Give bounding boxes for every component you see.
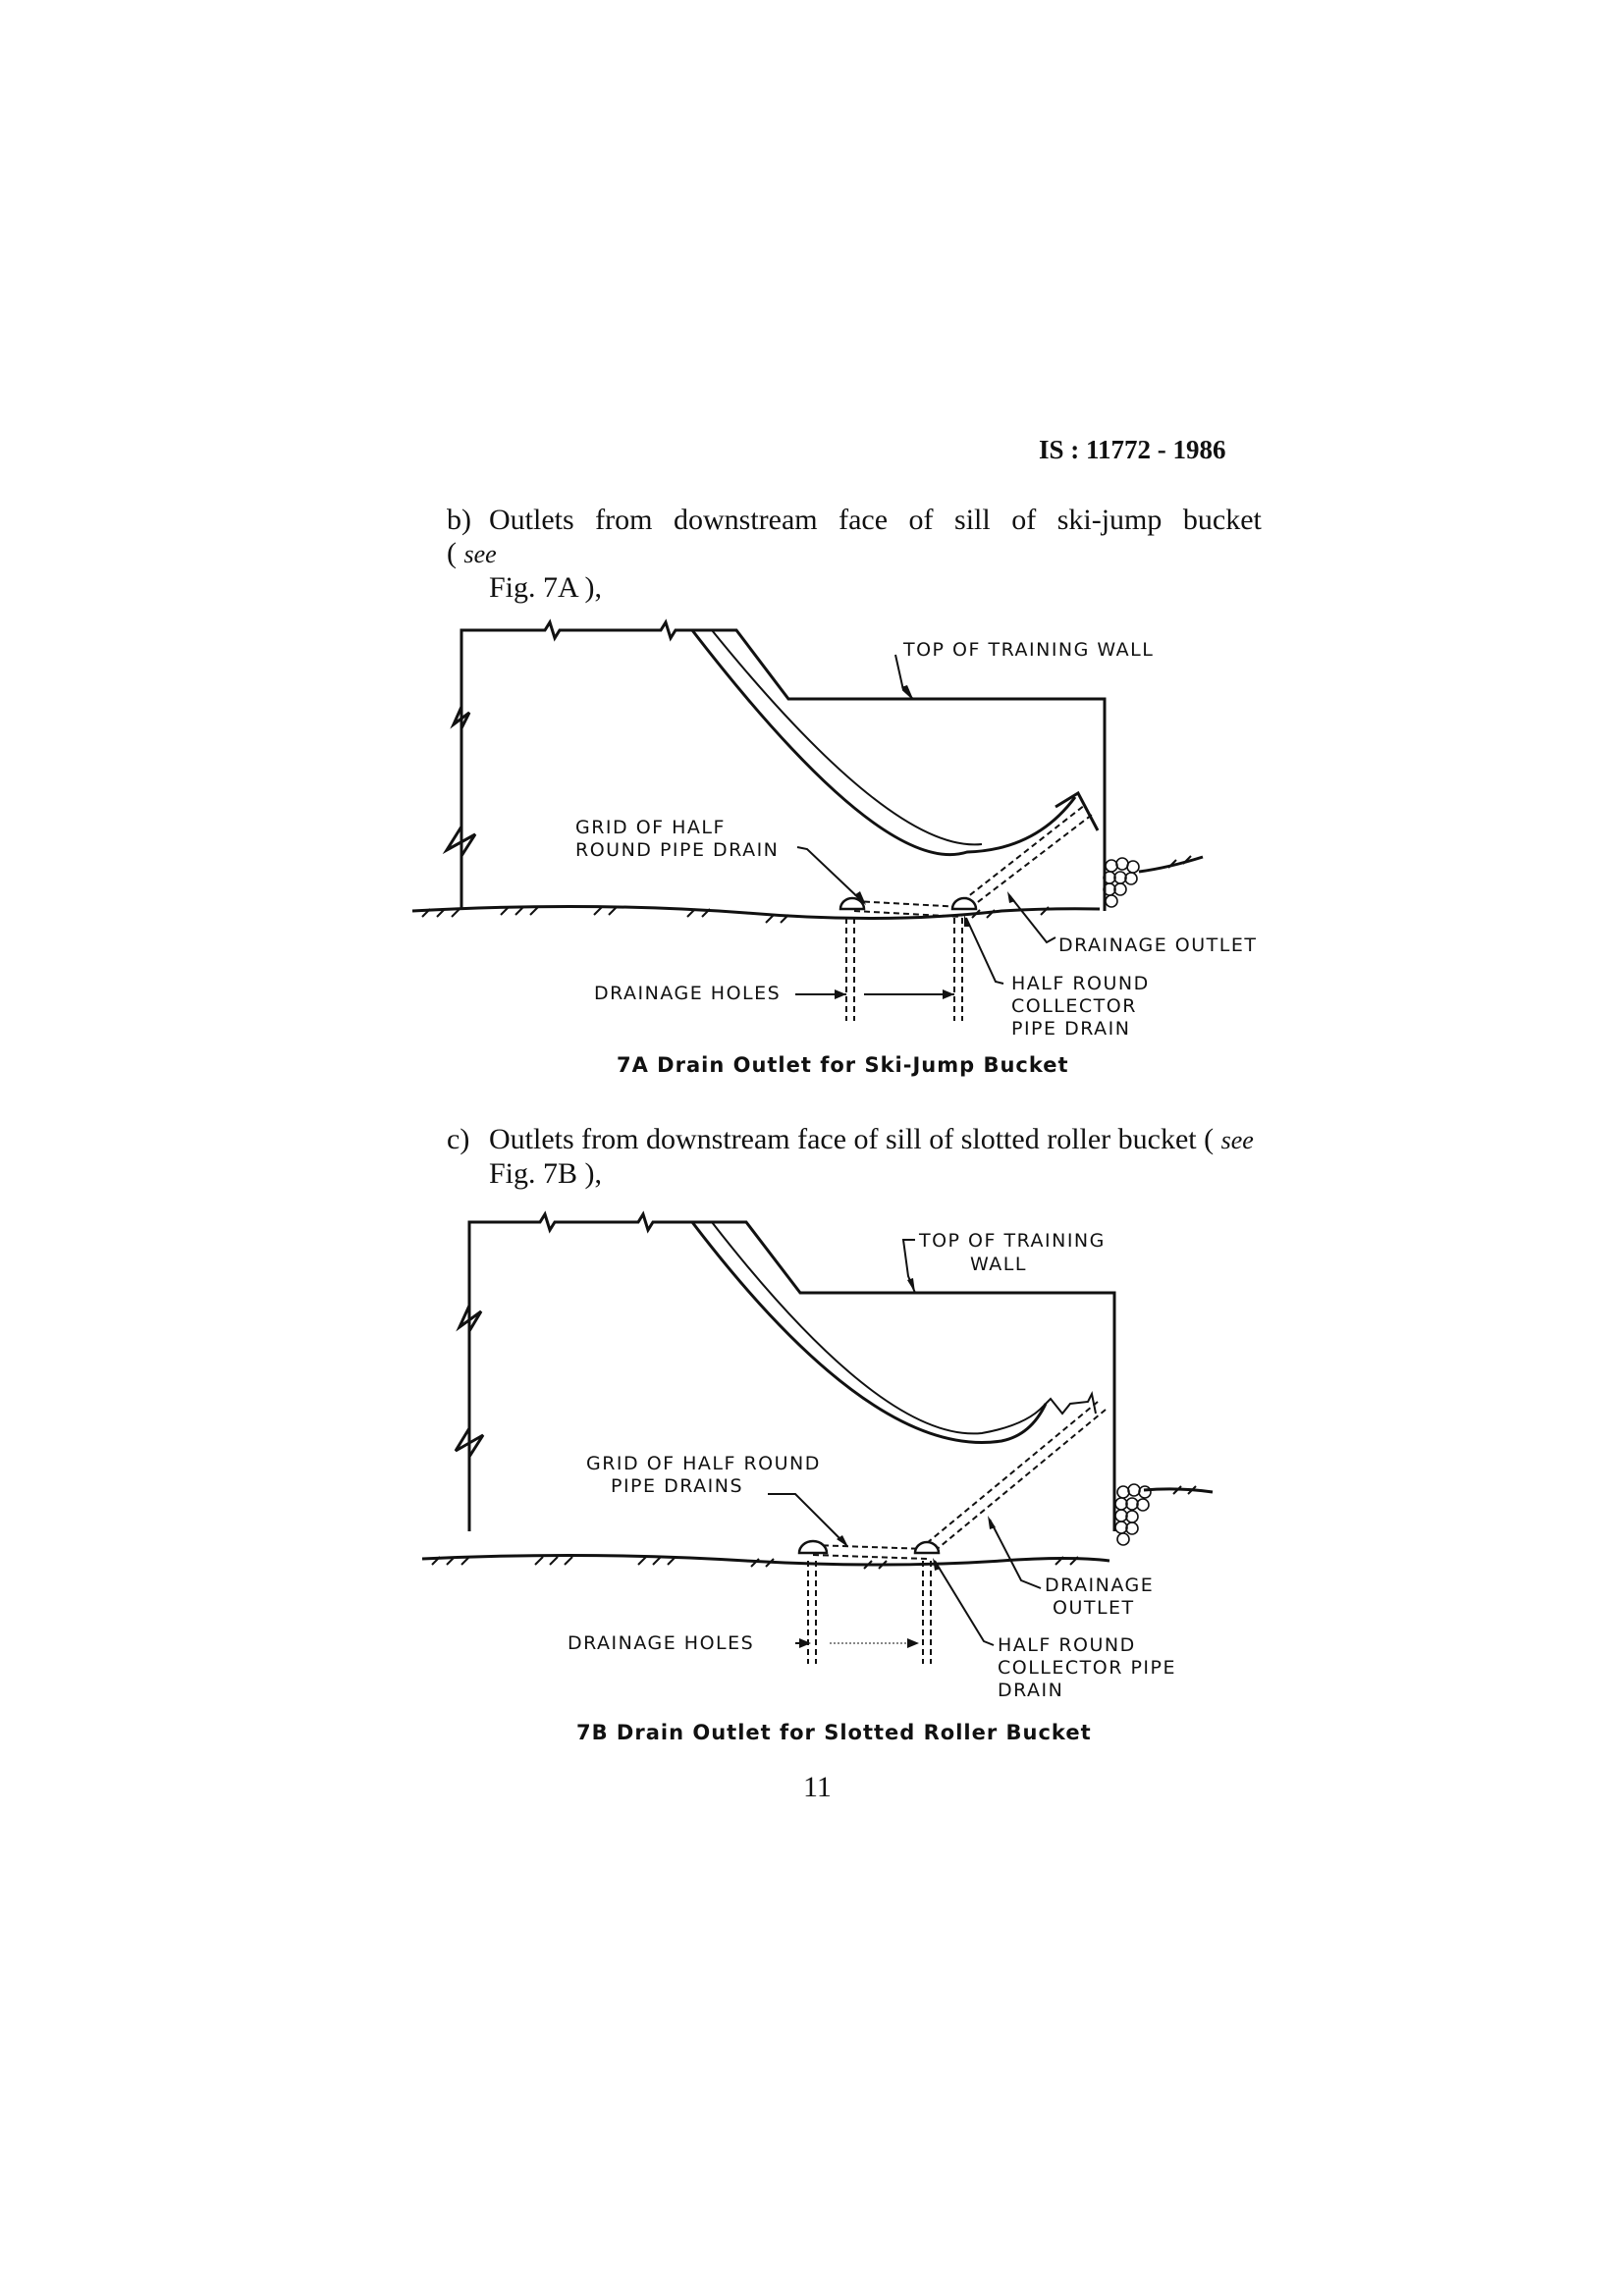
paragraph-b-line2: Fig. 7A ),: [489, 571, 603, 604]
label-grid-line1: GRID OF HALF: [575, 817, 726, 838]
label-grid-line2: ROUND PIPE DRAIN: [575, 839, 780, 861]
label-collector-line2: COLLECTOR PIPE: [998, 1657, 1176, 1679]
figure-7a: [0, 589, 1623, 1099]
label-collector-line2: COLLECTOR: [1011, 995, 1137, 1017]
paragraph-c-line2: Fig. 7B ),: [489, 1157, 603, 1190]
paragraph-b-line1: Outlets from downstream face of sill of ski-jump bucket (: [447, 504, 1262, 569]
label-grid-line2: PIPE DRAINS: [611, 1475, 743, 1497]
label-collector-line3: DRAIN: [998, 1680, 1064, 1701]
label-collector-line3: PIPE DRAIN: [1011, 1018, 1131, 1040]
label-outlet-line1: DRAINAGE: [1045, 1575, 1155, 1596]
label-wall: WALL: [970, 1254, 1027, 1275]
label-grid-line1: GRID OF HALF ROUND: [586, 1453, 821, 1474]
figure-7b-drawing: [0, 1198, 1623, 1708]
label-collector-line1: HALF ROUND: [998, 1634, 1136, 1656]
label-drainage-holes: DRAINAGE HOLES: [568, 1632, 755, 1654]
paragraph-c-line1: Outlets from downstream face of sill of slotted roller bucket (: [489, 1123, 1215, 1155]
paragraph-b-see: see: [463, 540, 497, 568]
figure-7a-drawing: [0, 589, 1623, 1099]
paragraph-c-marker: c): [447, 1123, 470, 1155]
caption-7b: 7B Drain Outlet for Slotted Roller Bucket: [576, 1721, 1092, 1744]
figure-7b: [0, 1198, 1623, 1708]
label-collector-line1: HALF ROUND: [1011, 973, 1150, 994]
label-outlet-line2: OUTLET: [1053, 1597, 1135, 1619]
standard-number: IS : 11772 - 1986: [1039, 435, 1226, 464]
page-number: 11: [803, 1771, 832, 1803]
paragraph-b-marker: b): [447, 504, 471, 536]
label-top-of-training-wall: TOP OF TRAINING WALL: [903, 639, 1155, 661]
paragraph-c-see: see: [1220, 1126, 1254, 1154]
label-drainage-outlet: DRAINAGE OUTLET: [1058, 934, 1258, 956]
caption-7a: 7A Drain Outlet for Ski-Jump Bucket: [617, 1053, 1069, 1077]
label-top-of-training: TOP OF TRAINING: [919, 1230, 1106, 1252]
label-drainage-holes: DRAINAGE HOLES: [594, 983, 782, 1004]
paragraph-c: [447, 1123, 1291, 1191]
